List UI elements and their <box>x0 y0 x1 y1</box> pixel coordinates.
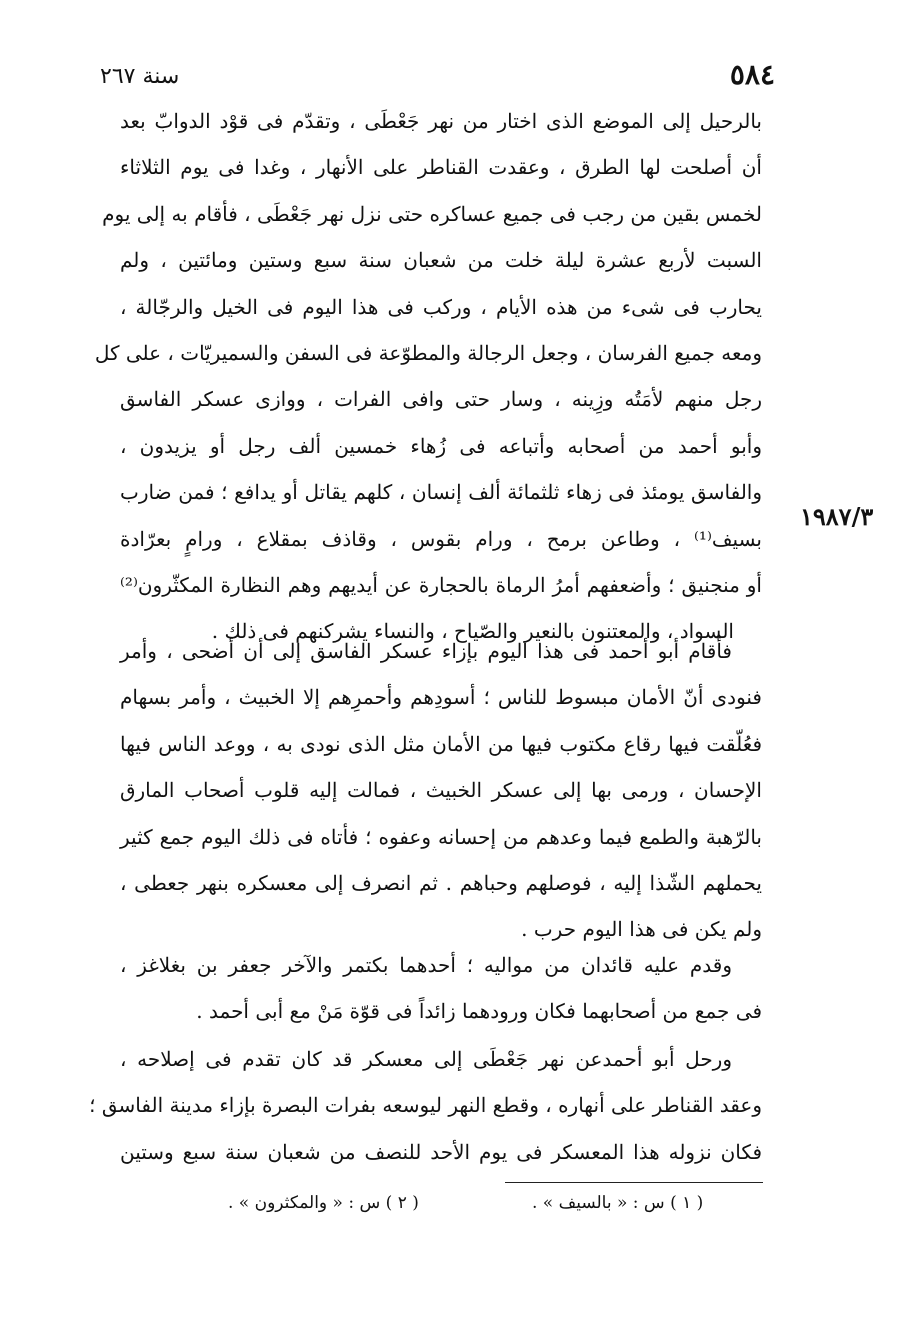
text-line: أو منجنيق ؛ وأضعفهم أمرُ الرماة بالحجارة عن أيديهم وهم النظارة المكثّرون⁽²⁾ <box>120 572 762 597</box>
text-line: بالرحيل إلى الموضع الذى اختار من نهر جَعْطَى ، وتقدّم فى قوْد الدوابّ بعد <box>120 109 762 133</box>
footnote-2: ( ٢ ) س : « والمكثرون » . <box>228 1193 419 1213</box>
text-line: بسيف⁽¹⁾ ، وطاعن برمح ، ورام بقوس ، وقاذف بمقلاع ، ورامٍ بعرّادة <box>120 526 762 551</box>
footnote-1: ( ١ ) س : « بالسيف » . <box>532 1193 704 1213</box>
text-line: فى جمع من أصحابهما فكان ورودهما زائداً فى قوّة مَنْ مع أبى أحمد . <box>196 999 762 1024</box>
text-line: وأبو أحمد من أصحابه وأتباعه فى زُهاء خمسين ألف رجل أو يزيدون ، <box>120 433 762 458</box>
text-line: وقدم عليه قائدان من مواليه ؛ أحدهما بكتمر والآخر جعفر بن بغلاغز ، <box>120 953 732 977</box>
text-line: ولم يكن فى هذا اليوم حرب . <box>521 917 762 942</box>
text-line: يحملهم الشّذا إليه ، فوصلهم وحباهم . ثم انصرف إلى معسكره بنهر جعطى ، <box>120 870 762 895</box>
paragraph-4 <box>89 1036 762 1175</box>
text-line: يحارب فى شىء من هذه الأيام ، وركب فى هذا اليوم فى الخيل والرجّالة ، <box>120 294 762 319</box>
text-line: لخمس بقين من رجب فى جميع عساكره حتى نزل نهر جَعْطَى ، فأقام به إلى يوم <box>102 201 762 226</box>
text-line: السبت لأربع عشرة ليلة خلت من شعبان سنة سبع وستين ومائتين ، ولم <box>120 248 762 273</box>
text-line: والفاسق يومئذ فى زهاء ثلثمائة ألف إنسان ، كلهم يقاتل أو يدافع ؛ فمن ضارب <box>120 480 762 505</box>
text-line: أن أصلحت لها الطرق ، وعقدت القناطر على الأنهار ، وغدا فى يوم الثلاثاء <box>120 155 762 180</box>
text-line: فنودى أنّ الأمان مبسوط للناس ؛ أسودِهم وأحمرِهم إلا الخبيث ، وأمر بسهام <box>120 685 762 710</box>
paragraph-2 <box>120 628 762 953</box>
text-line: ورحل أبو أحمدعن نهر جَعْطَى إلى معسكر قد كان تقدم فى إصلاحه ، <box>120 1047 732 1071</box>
text-line: السواد ، والمعتنون بالنعير والصّياح ، والنساء يشركنهم فى ذلك . <box>211 619 734 644</box>
footnote-divider <box>505 1182 763 1183</box>
text-line: الإحسان ، ورمى بها إلى عسكر الخبيث ، فمالت إليه قلوب أصحاب المارق <box>120 778 762 803</box>
margin-reference: ١٩٨٧/٣ <box>800 502 874 531</box>
text-line: رجل منهم لأمَتُه وزِينه ، وسار حتى وافى الفرات ، ووازى عسكر الفاسق <box>120 387 762 412</box>
text-line: فكان نزوله هذا المعسكر فى يوم الأحد للنصف من شعبان سنة سبع وستين <box>120 1139 762 1164</box>
text-line: بالرّهبة والطمع فيما وعدهم من إحسانه وعفوه ؛ فأتاه فى ذلك اليوم جمع كثير <box>120 824 762 849</box>
page-number: ٥٨٤ <box>729 58 775 91</box>
paragraph-1 <box>94 98 762 655</box>
text-line: وعقد القناطر على أنهاره ، وقطع النهر ليوسعه بفرات البصرة بإزاء مدينة الفاسق ؛ <box>89 1093 762 1118</box>
running-header-year: سنة ٢٦٧ <box>100 64 180 89</box>
text-line: ومعه جميع الفرسان ، وجعل الرجالة والمطوّعة فى السفن والسميريّات ، على كل <box>94 340 762 365</box>
paragraph-3 <box>120 942 762 1035</box>
text-line: فأقام أبو أحمد فى هذا اليوم بإزاء عسكر الفاسق إلى أن أضحى ، وأمر <box>120 639 732 663</box>
text-line: فعُلّقت فيها رقاع مكتوب فيها من الأمان مثل الذى نودى به ، ووعد الناس فيها <box>120 731 762 756</box>
